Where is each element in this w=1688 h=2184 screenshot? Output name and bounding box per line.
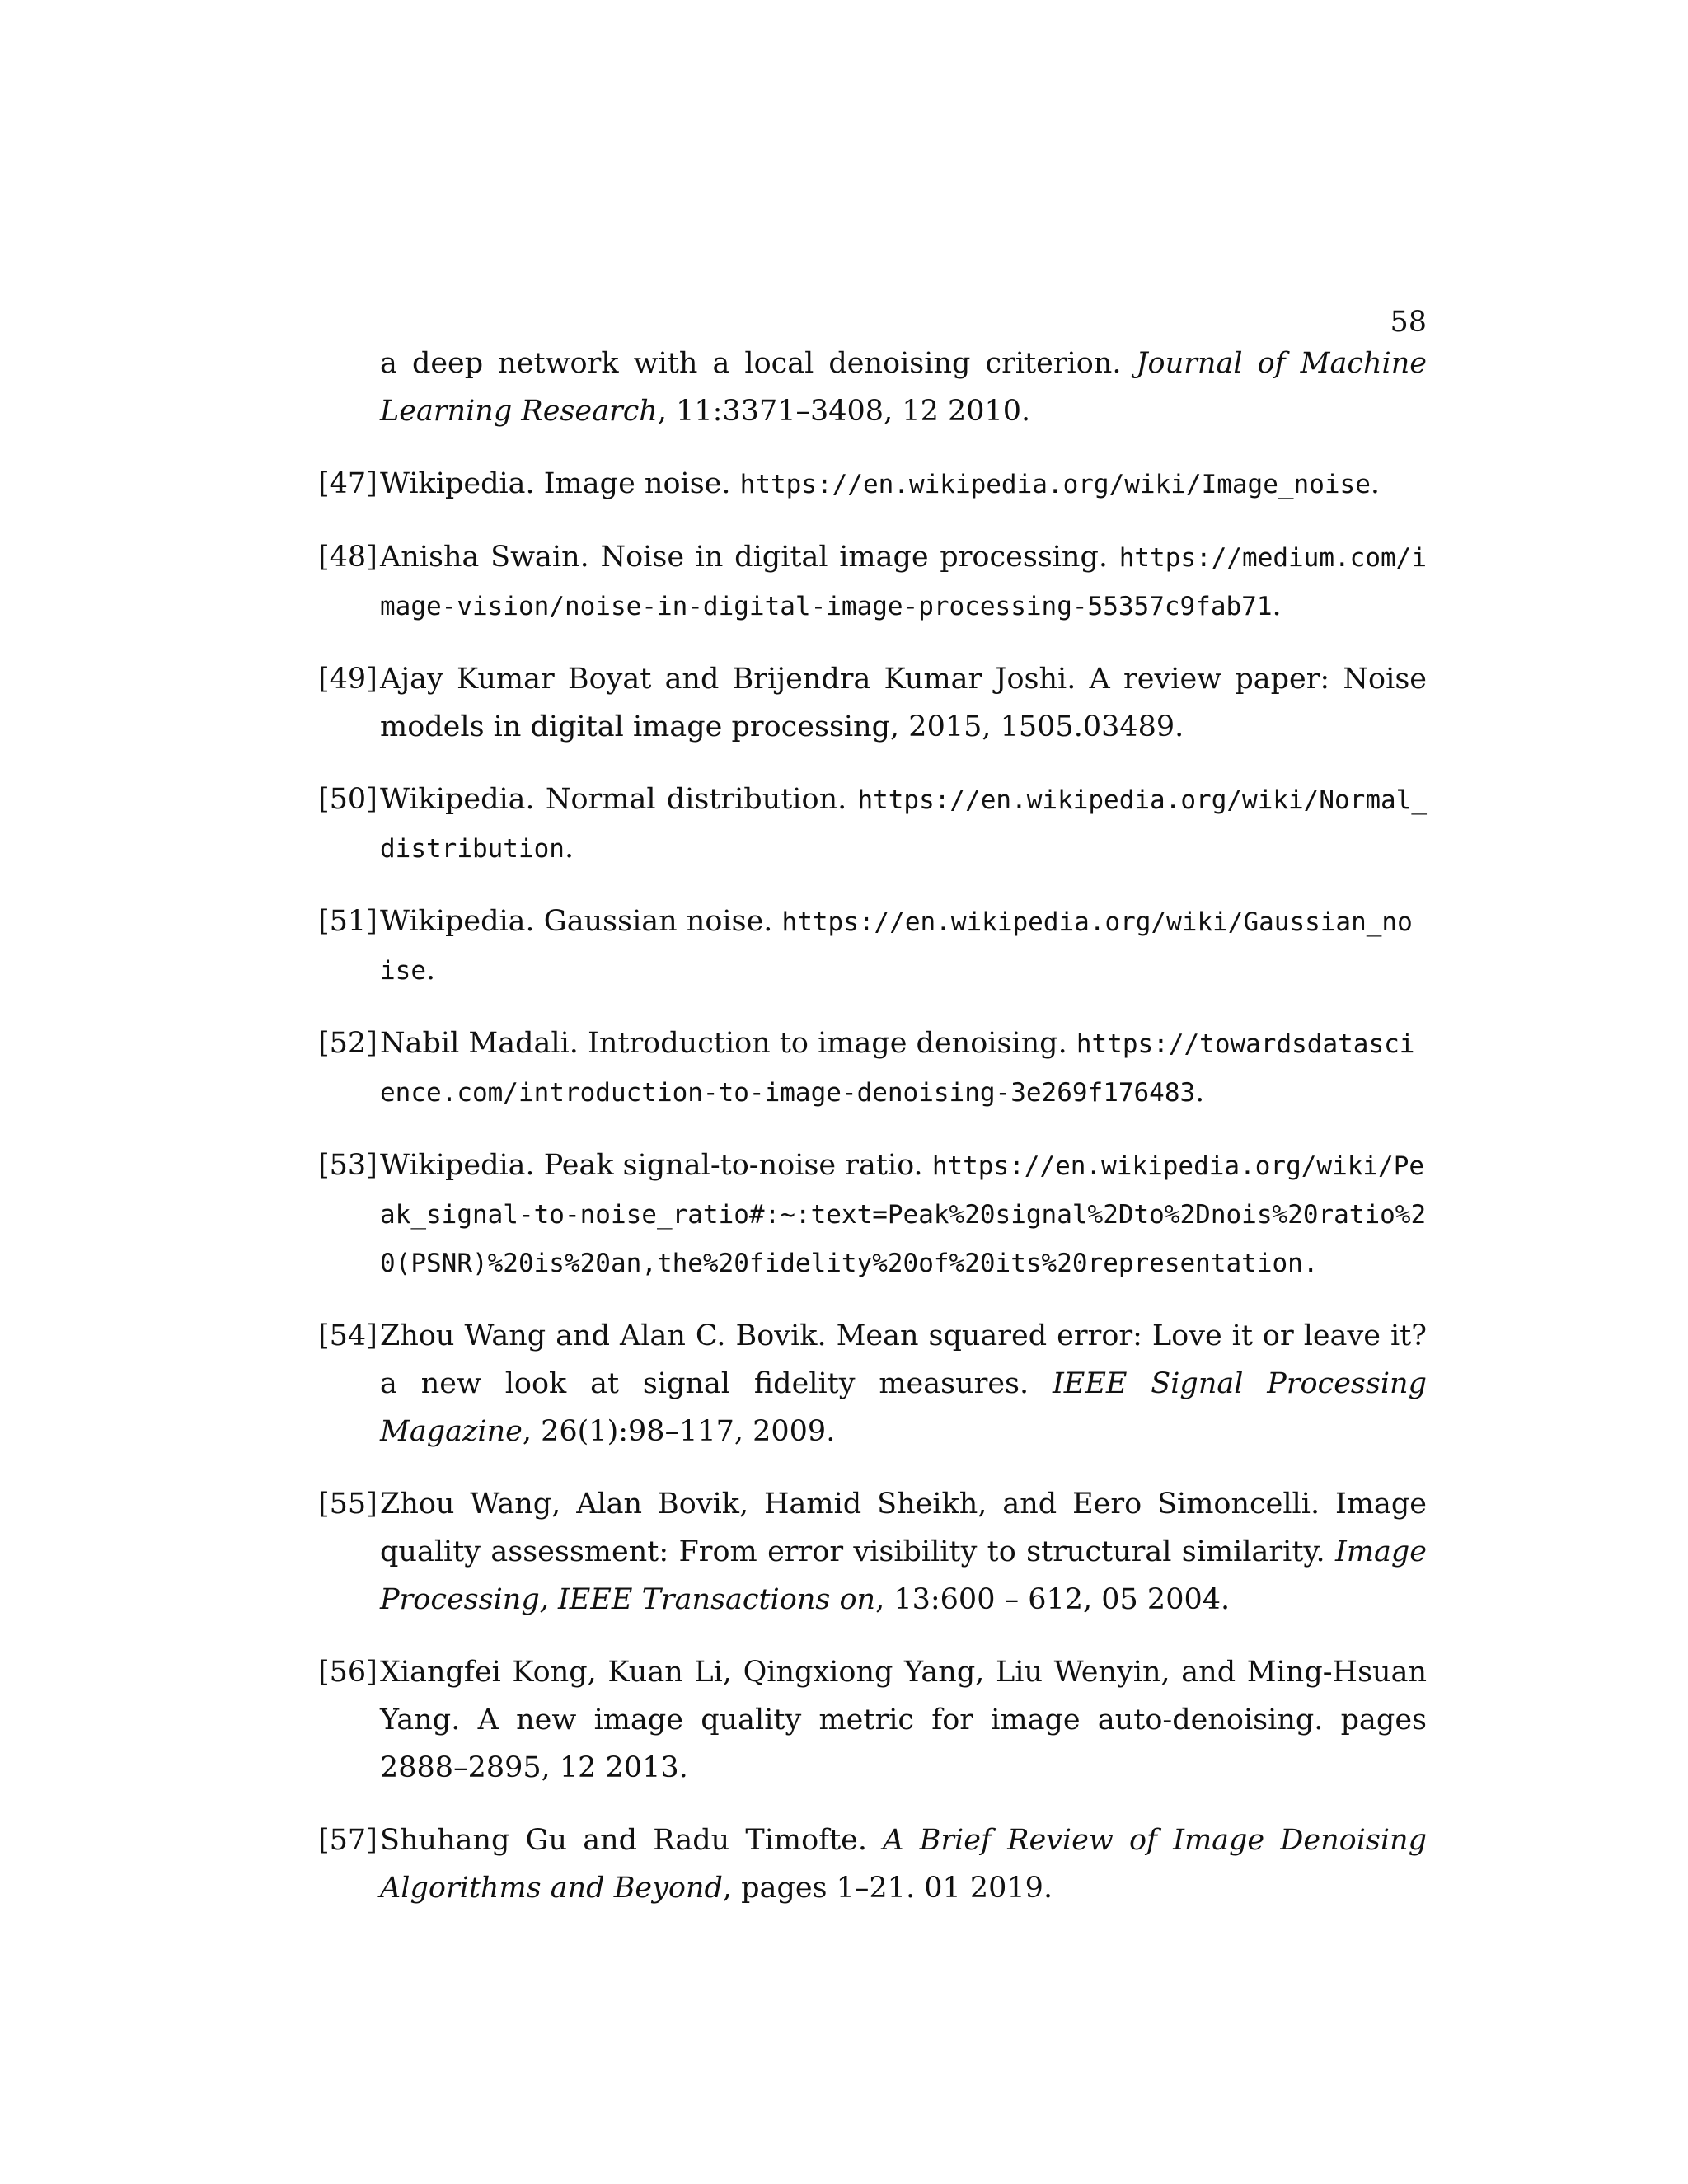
reference-50: [50] Wikipedia. Normal distribution. https://en.wikipedia.org/wiki/Normal_distribution. [318,776,1427,873]
reference-link[interactable]: https://en.wikipedia.org/wiki/Normal_distribution [380,785,1427,864]
reference-number: [51] [318,905,377,938]
reference-number: [48] [318,541,377,574]
reference-number: [49] [318,663,377,696]
reference-continuation [318,340,1427,435]
reference-details: , 26(1):98–117, 2009. [522,1415,836,1448]
reference-48: [48] Anisha Swain. Noise in digital image processing. https://medium.com/image-vision/noise-in-digital-image-processing-55357c9fab71. [318,533,1427,630]
reference-venue: Journal of Machine Learning Research [380,347,1427,428]
reference-link[interactable]: https://en.wikipedia.org/wiki/Gaussian_noise [380,907,1413,986]
reference-number: [47] [318,467,377,500]
reference-56 [318,1648,1427,1792]
reference-57 [318,1816,1427,1912]
reference-list [318,340,1427,1937]
reference-52: [52] Nabil Madali. Introduction to image denoising. https://towardsdatascience.com/introduction-to-image-denoising-3e269f176483. [318,1019,1427,1117]
reference-details: , 13:600 – 612, 05 2004. [875,1583,1231,1616]
reference-text: Ajay Kumar Boyat and Brijendra Kumar Joshi. A review paper: Noise models in digital image processing, 2015, 1505.03489. [380,663,1427,743]
reference-text: Shuhang Gu and Radu Timofte. [380,1824,884,1857]
reference-49 [318,655,1427,751]
reference-venue: A Brief Review of Image Denoising Algorithms and Beyond [380,1824,1427,1905]
reference-link[interactable]: https://medium.com/image-vision/noise-in-digital-image-processing-55357c9fab71 [380,543,1427,621]
reference-text: Zhou Wang, Alan Bovik, Hamid Sheikh, and Eero Simoncelli. Image quality assessment: From error visibility to structural similarity. [380,1488,1427,1568]
reference-link[interactable]: https://en.wikipedia.org/wiki/Image_noise [739,470,1371,499]
reference-47: [47] Wikipedia. Image noise. https://en.wikipedia.org/wiki/Image_noise. [318,460,1427,509]
reference-text: Wikipedia. Peak signal-to-noise ratio. [380,1149,932,1182]
reference-text: Zhou Wang and Alan C. Bovik. Mean squared error: Love it or leave it? a new look at signal fidelity measures. [380,1319,1427,1400]
reference-number: [56] [318,1656,377,1689]
reference-details: , 11:3371–3408, 12 2010. [657,395,1031,428]
reference-text: a deep network with a local denoising criterion. [380,347,1122,380]
page-number: 58 [1390,306,1427,339]
reference-text: Wikipedia. Gaussian noise. [380,905,782,938]
reference-54 [318,1312,1427,1455]
reference-53 [318,1141,1427,1287]
reference-number: [55] [318,1488,377,1521]
reference-text: Anisha Swain. Noise in digital image processing. [380,541,1119,574]
reference-text: Nabil Madali. Introduction to image denoising. [380,1027,1076,1060]
reference-details: , pages 1–21. 01 2019. [722,1872,1053,1905]
reference-venue: IEEE Signal Processing Magazine [380,1367,1427,1448]
reference-link[interactable]: https://en.wikipedia.org/wiki/Peak_signal-to-noise_ratio#:~:text=Peak%20signal%2Dto%2Dnois%20ratio%20(PSNR)%20is%20an,the%20fidelity%20of%20its%20representation. [380,1151,1427,1278]
reference-number: [54] [318,1319,377,1352]
reference-number: [50] [318,783,377,816]
reference-55 [318,1480,1427,1624]
reference-51: [51] Wikipedia. Gaussian noise. https://en.wikipedia.org/wiki/Gaussian_noise. [318,898,1427,995]
reference-text: Wikipedia. Image noise. [380,467,740,500]
reference-number: [52] [318,1027,377,1060]
reference-text: Xiangfei Kong, Kuan Li, Qingxiong Yang, Liu Wenyin, and Ming-Hsuan Yang. A new image quality metric for image auto-denoising. pages 2888–2895, 12 2013. [380,1656,1427,1784]
reference-venue: Image Processing, IEEE Transactions on [380,1535,1427,1616]
reference-number: [53] [318,1149,377,1182]
reference-text: Wikipedia. Normal distribution. [380,783,858,816]
reference-number: [57] [318,1824,377,1857]
reference-link[interactable]: https://towardsdatascience.com/introduction-to-image-denoising-3e269f176483 [380,1029,1415,1108]
